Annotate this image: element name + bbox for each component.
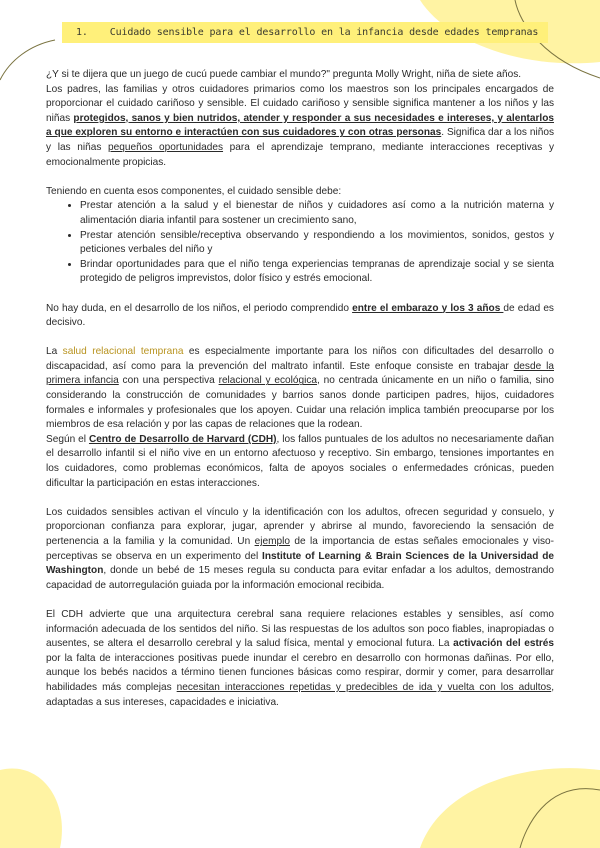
blob-bottom-left-fill <box>0 768 62 848</box>
section-heading-highlight <box>62 22 548 43</box>
brain-paragraph <box>46 608 554 710</box>
period-text: No hay duda, en el desarrollo de los niños, el periodo comprendido <box>46 302 353 314</box>
section-number: 1. <box>76 27 88 38</box>
relational-text-2: es especialmente importante para los niños con dificultades del desarrollo o discapacidad, así como para la prevención del maltrato infantil. Este enfoque consiste en trabajar <box>46 346 554 372</box>
intro-text: Los padres, las familias y otros cuidadores primarios como los maestros son los principales encargados de proporcionar el cuidado cariñoso y sensible. El cuidado cariñoso y sensible significa mantener a los niños y las niñas <box>46 83 554 124</box>
intro-text-3: para el aprendizaje temprano, mediante interacciones receptivas y emocionalmente propicias. <box>46 141 554 168</box>
bond-institute: Institute of Learning & Brain Sciences de la Universidad de Washington <box>46 550 554 577</box>
list-item: • Brindar oportunidades para que el niño tenga experiencias tempranas de aprendizaje social y se sienta protegido de peligros imprevistos, dolor físico y estrés emocional. <box>80 258 554 287</box>
relational-text: La <box>46 346 63 358</box>
relational-text-3: con una perspectiva <box>118 375 219 387</box>
components-lead: Teniendo en cuenta esos componentes, el cuidado sensible debe: <box>46 185 342 197</box>
bond-text-2: de la importancia de estas señales emocionales y viso-perceptivas se observa en un experimento del <box>46 536 554 562</box>
bond-text-3: , donde un bebé de 15 meses regula su conducta para evitar enfadar a los adultos, demostrando capacidad de autorregulación guiada por la información emocional recibida. <box>46 565 554 591</box>
link-interacciones-repetidas[interactable]: necesitan interacciones repetidas y predecibles de ida y vuelta con los adultos <box>176 681 552 693</box>
components-list <box>46 199 554 287</box>
harvard-text-2: , los fallos puntuales de los adultos no necesariamente dañan el desarrollo infantil si el niño vive en un entorno afectuoso y receptivo. Sin embargo, tensiones importantes en los cuidadores, como problemas económicos, falta de apoyos sociales o enfermedades crónicas, pueden dificultar la participación en estas interacciones. <box>46 433 554 489</box>
harvard-paragraph <box>46 433 554 491</box>
list-item: • Prestar atención a la salud y el bienestar de niños y cuidadores así como a la nutrición materna y alimentación diaria infantil para sostener un crecimiento sano, <box>80 199 554 228</box>
period-text-end: de edad es decisivo. <box>46 302 554 329</box>
relational-paragraph <box>46 345 554 433</box>
link-ejemplo[interactable]: ejemplo <box>254 536 290 547</box>
link-primera-infancia[interactable]: desde la primera infancia <box>46 360 554 387</box>
section-heading <box>62 22 548 43</box>
relational-term: salud relacional temprana <box>62 346 184 358</box>
brain-stress: activación del estrés <box>453 638 554 650</box>
intro-text-2: . Significa dar a los niños y las niñas <box>46 127 554 153</box>
link-centro-harvard[interactable]: Centro de Desarrollo de Harvard (CDH) <box>88 433 277 445</box>
list-item: • Prestar atención sensible/receptiva observando y respondiendo a los movimientos, sonidos, gestos y peticiones verbales del niño y <box>80 229 554 258</box>
link-pequenos-oportunidades[interactable]: pequeños oportunidades <box>108 141 224 153</box>
bond-paragraph <box>46 506 554 594</box>
period-emphasis: entre el embarazo y los 3 años <box>352 302 504 314</box>
brain-text-2: por la falta de interacciones positivas puede inundar el cerebro en desarrollo con hormonas dañinas. Por ello, aunque los bebés nacidos a término tienen funciones básicas como respirar, dormir y comer, para desarrollar habilidades más complejas <box>46 652 554 693</box>
link-relacional-ecologica[interactable]: relacional y ecológica <box>218 375 318 387</box>
intro-emphasis: protegidos, sanos y bien nutridos, atender y responder a sus necesidades e intereses, y alentarlos a que exploren su entorno e interactúen con sus cuidadores y con otras personas <box>46 112 554 139</box>
brain-text: El CDH advierte que una arquitectura cerebral sana requiere relaciones estables y sensibles, así como información adecuada de los sentidos del niño. Si las respuestas de los adultos son poco fiables, inapropiadas o ausentes, se altera el desarrollo cerebral y la salud física, mental y emocional futura. La <box>46 608 554 650</box>
relational-text-4: , no centrada únicamente en un niño o familia, sino considerando la construcción de comunidades y barrios sanos donde participen padres, hijos, cuidadores formales e informales y profesionales que los apoyen. Cuidar una relación implica también preocuparse por los miembros de esa relación y por las capas de relaciones que la rodean. <box>46 375 555 431</box>
intro-question: ¿Y si te dijera que un juego de cucú puede cambiar el mundo?" pregunta Molly Wright, niña de siete años. <box>46 69 522 80</box>
bond-text: Los cuidados sensibles activan el vínculo y la identificación con los adultos, ofrecen seguridad y consuelo, y proporcionan confianza para explorar, jugar, aprender y abrirse al mundo, favoreciendo la sensación de pertenencia a la familia y la comunidad. Un <box>46 506 554 547</box>
brain-text-3: , adaptadas a sus intereses, capacidades e iniciativa. <box>46 681 554 708</box>
blob-bottom-right-fill <box>420 768 600 848</box>
intro-paragraph <box>46 83 554 171</box>
section-title: Cuidado sensible para el desarrollo en la infancia desde edades tempranas <box>109 27 539 38</box>
document-body <box>46 68 554 710</box>
harvard-text: Según el <box>46 433 89 445</box>
period-paragraph <box>46 302 554 331</box>
